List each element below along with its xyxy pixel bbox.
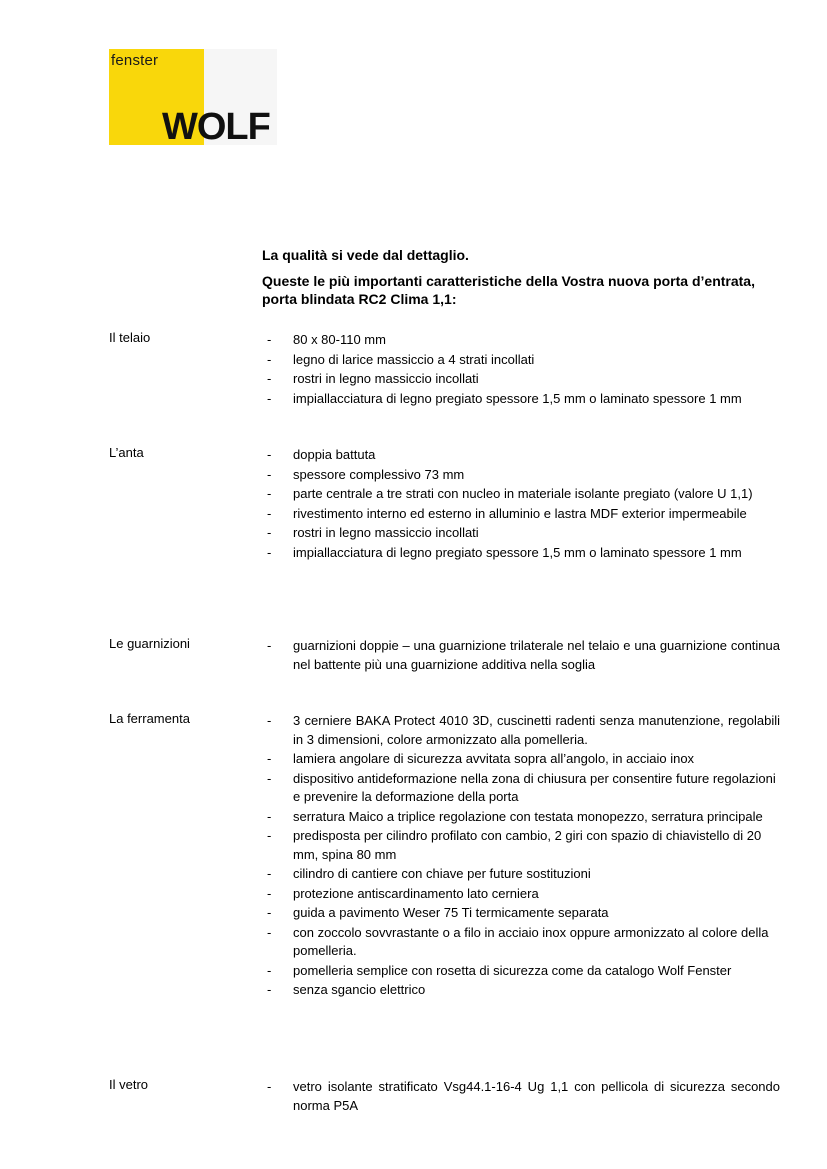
bullet-dash: - — [267, 905, 272, 920]
list-item: - protezione antiscardinamento lato cerniera — [262, 885, 780, 904]
bullet-dash: - — [267, 351, 272, 367]
list-item: - vetro isolante stratificato Vsg44.1-16-4 Ug 1,1 con pellicola di sicurezza secondo norma P5A — [267, 1079, 780, 1113]
bullet-dash: - — [267, 390, 272, 406]
section-list-ferramenta — [262, 712, 780, 1001]
section-label-anta: L’anta — [109, 445, 144, 460]
bullet-dash: - — [267, 962, 272, 978]
list-item: - rivestimento interno ed esterno in alluminio e lastra MDF exterior impermeabile — [262, 505, 780, 524]
bullet-dash: - — [267, 924, 272, 940]
page-title: La qualità si vede dal dettaglio. — [262, 247, 469, 263]
bullet-dash: - — [267, 770, 272, 786]
bullet-dash: - — [267, 371, 272, 386]
list-item: - spessore complessivo 73 mm — [262, 466, 780, 485]
list-item: - guida a pavimento Weser 75 Ti termicamente separata — [262, 904, 780, 923]
list-item: - rostri in legno massiccio incollati — [262, 370, 780, 389]
bullet-dash: - — [267, 332, 272, 347]
list-item: - dispositivo antideformazione nella zona di chiusura per consentire future regolazioni e prevenire la deformazione della porta — [267, 770, 776, 804]
bullet-dash: - — [267, 866, 272, 881]
list-item: - pomelleria semplice con rosetta di sicurezza come da catalogo Wolf Fenster — [262, 962, 780, 981]
bullet-dash: - — [267, 828, 272, 843]
bullet-dash: - — [267, 544, 272, 560]
bullet-dash: - — [267, 525, 272, 540]
list-item: - lamiera angolare di sicurezza avvitata sopra all’angolo, in acciaio inox — [262, 750, 780, 769]
section-list-guarnizioni — [262, 637, 780, 675]
section-list-vetro — [262, 1078, 780, 1116]
list-item: - predisposta per cilindro profilato con cambio, 2 giri con spazio di chiavistello di 20 mm, spina 80 mm — [267, 828, 762, 862]
bullet-dash: - — [267, 447, 272, 462]
company-logo — [109, 49, 277, 148]
list-item: - serratura Maico a triplice regolazione con testata monopezzo, serratura principale — [262, 808, 780, 827]
section-list-telaio — [262, 331, 780, 409]
list-item: - 3 cerniere BAKA Protect 4010 3D, cuscinetti radenti senza manutenzione, regolabili in 3 dimensioni, colore armonizzato alla pomelleria. — [267, 713, 780, 747]
list-item: - impiallacciatura di legno pregiato spessore 1,5 mm o laminato spessore 1 mm — [262, 390, 780, 409]
list-item: - guarnizioni doppie – una guarnizione trilaterale nel telaio e una guarnizione continua nel battente più una guarnizione additiva nella soglia — [267, 638, 780, 672]
logo-text-fenster: fenster — [111, 52, 159, 69]
bullet-dash: - — [267, 713, 272, 728]
list-item: - rostri in legno massiccio incollati — [262, 524, 780, 543]
page-subtitle: Queste le più importanti caratteristiche della Vostra nuova porta d’entrata, porta blindata RC2 Clima 1,1: — [262, 273, 755, 307]
bullet-dash: - — [267, 486, 272, 501]
section-label-ferramenta: La ferramenta — [109, 711, 190, 726]
section-label-vetro: Il vetro — [109, 1077, 149, 1092]
section-label-telaio: Il telaio — [109, 330, 151, 345]
bullet-dash: - — [267, 982, 272, 997]
list-item: - 80 x 80-110 mm — [262, 331, 780, 350]
list-item: - legno di larice massiccio a 4 strati incollati — [262, 351, 780, 370]
bullet-dash: - — [267, 466, 272, 482]
section-label-guarnizioni: Le guarnizioni — [109, 636, 190, 651]
list-item: - impiallacciatura di legno pregiato spessore 1,5 mm o laminato spessore 1 mm — [262, 544, 780, 563]
list-item: - cilindro di cantiere con chiave per future sostituzioni — [262, 865, 780, 884]
bullet-dash: - — [267, 1079, 272, 1094]
list-item: - con zoccolo sovvrastante o a filo in acciaio inox oppure armonizzato al colore della pomelleria. — [267, 924, 769, 958]
list-item: - parte centrale a tre strati con nucleo in materiale isolante pregiato (valore U 1,1) — [262, 485, 780, 504]
list-item: - doppia battuta — [262, 446, 780, 465]
bullet-dash: - — [267, 638, 272, 653]
bullet-dash: - — [267, 885, 272, 901]
bullet-dash: - — [267, 505, 272, 521]
bullet-dash: - — [267, 808, 272, 824]
list-item: - senza sgancio elettrico — [262, 981, 780, 1000]
section-list-anta — [262, 446, 780, 563]
logo-text-wolf: WOLF — [162, 106, 270, 148]
bullet-dash: - — [267, 751, 272, 766]
